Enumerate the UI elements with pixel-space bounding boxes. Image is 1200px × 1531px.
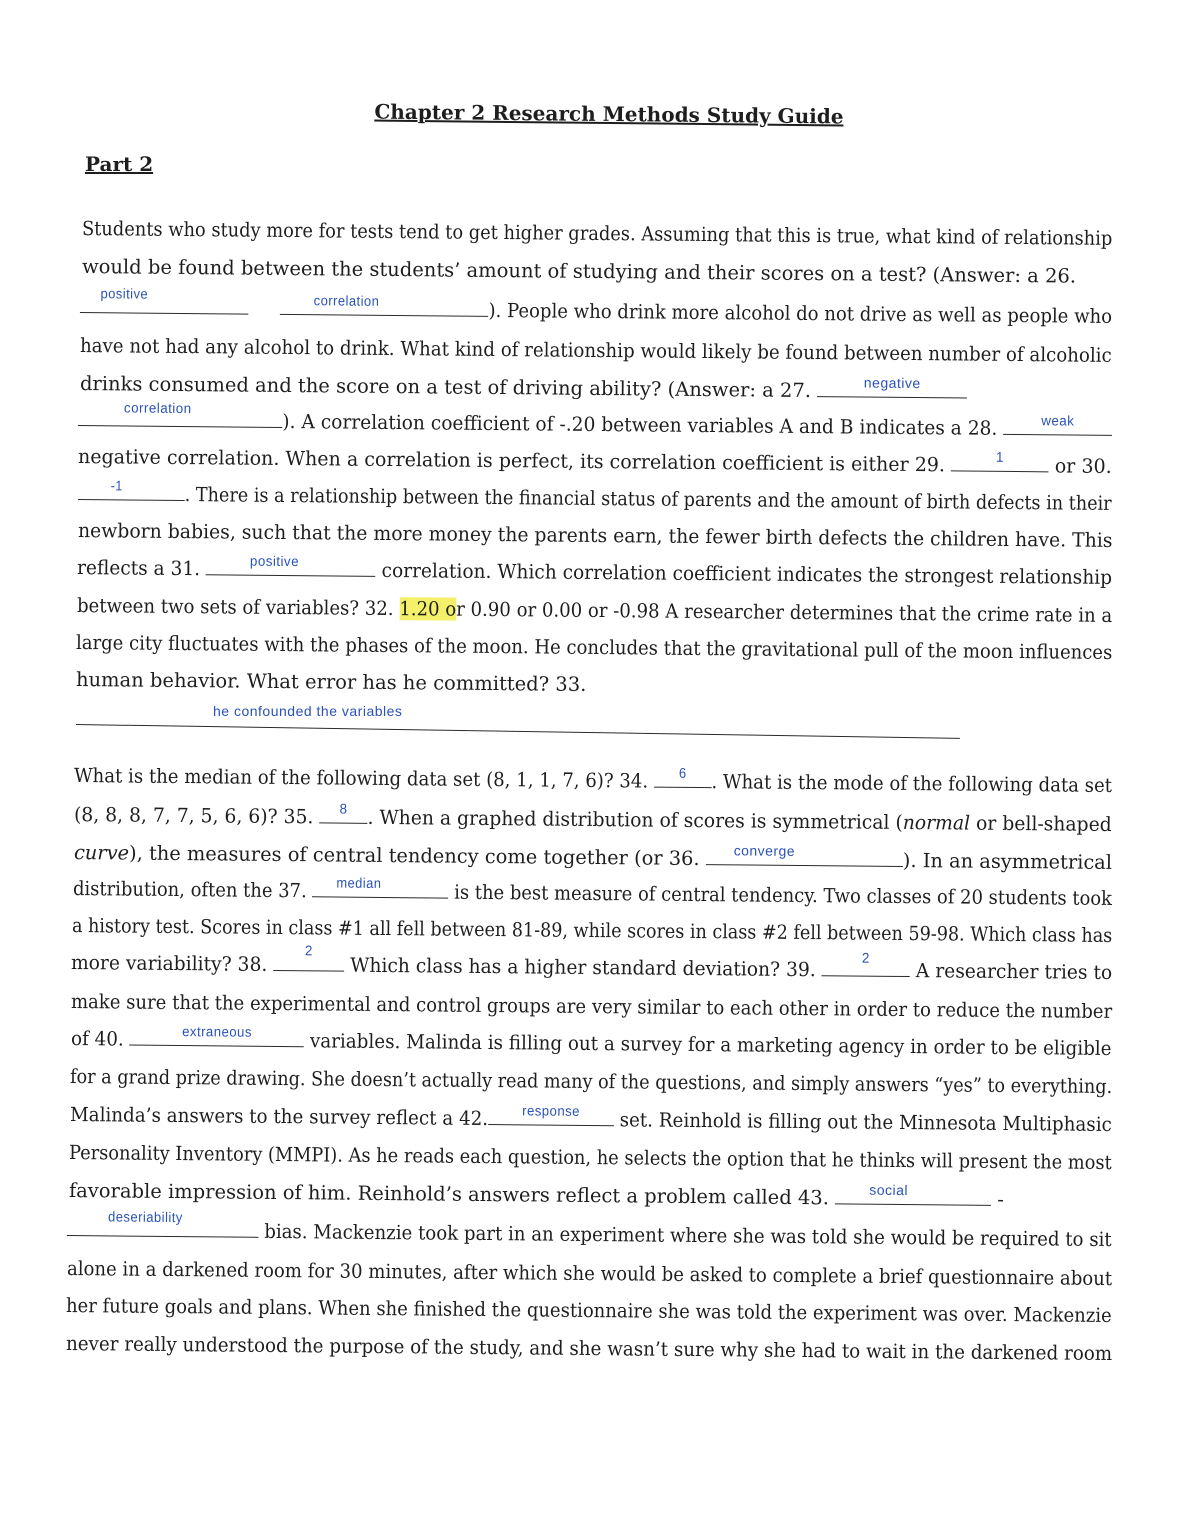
question-text: or 30. [1054, 454, 1112, 478]
question-text: set. Reinhold is filling out the Minnesota Multiphasic [619, 1108, 1112, 1137]
answer-blank-43b[interactable] [67, 1208, 259, 1238]
handwritten-answer: 2 [304, 942, 313, 959]
answer-blank-35[interactable] [319, 800, 367, 823]
question-text: Students who study more for tests tend to get higher grades. Assuming that this is true, what kind of relationship [81, 217, 1113, 250]
text-line [70, 1064, 1112, 1100]
text-line [72, 913, 1113, 949]
question-text: A researcher tries to [915, 959, 1113, 984]
question-text: . When a graphed distribution of scores is symmetrical ( [367, 805, 903, 834]
answer-blank-40[interactable] [129, 1023, 304, 1048]
text-line [70, 1102, 1112, 1138]
question-text-italic: normal [902, 810, 971, 835]
question-text: more variability? 38. [70, 951, 268, 976]
handwritten-answer: positive [100, 285, 149, 302]
question-text: or bell-shaped [969, 811, 1112, 836]
handwritten-answer: deseriability [107, 1208, 183, 1226]
answer-blank-39[interactable] [822, 949, 910, 977]
handwritten-answer: -1 [110, 477, 123, 494]
answer-blank-26b[interactable] [280, 292, 488, 317]
question-text: would be found between the students’ amount of studying and their scores on a test? (Answer: a 26. [81, 255, 1077, 288]
question-text: a history test. Scores in class #1 all fell between 81-89, while scores in class #2 fell between 59-98. Which class has [71, 914, 1113, 947]
handwritten-answer: extraneous [182, 1023, 253, 1040]
question-text: for a grand prize drawing. She doesn’t actually read many of the questions, and simply answers “yes” to everything. [69, 1065, 1113, 1099]
question-text: bias. Mackenzie took part in an experiment where she was told she would be required to sit [264, 1219, 1112, 1252]
answer-blank-36[interactable] [706, 842, 903, 867]
handwritten-answer: negative [863, 374, 921, 392]
text-line [73, 876, 1112, 912]
text-line [74, 763, 1112, 799]
text-line [82, 216, 1113, 252]
text-line [70, 942, 1113, 986]
text-line [66, 1331, 1112, 1367]
highlighted-answer-32: 1.20 o [399, 597, 457, 621]
handwritten-answer: 1 [995, 448, 1005, 465]
text-line [78, 518, 1113, 554]
question-text: (8, 8, 8, 7, 7, 5, 6, 6)? 35. [73, 803, 314, 829]
part-heading: Part 2 [85, 152, 154, 176]
answer-blank-29[interactable] [951, 448, 1049, 472]
question-text: . What is the mode of the following data set [711, 770, 1113, 797]
text-line [74, 802, 1112, 838]
question-text: What is the median of the following data set (8, 1, 1, 7, 6)? 34. [73, 764, 649, 793]
text-line [69, 1140, 1112, 1176]
text-line [78, 399, 1112, 443]
question-text: Personality Inventory (MMPI). As he reads each question, he selects the option that he thinks will present the most [68, 1141, 1112, 1175]
question-text: make sure that the experimental and control groups are very similar to each other in order to reduce the number [70, 990, 1113, 1023]
answer-blank-26a[interactable] [80, 285, 249, 315]
text-line [78, 477, 1112, 517]
question-text: have not had any alcohol to drink. What kind of relationship would likely be found between number of alcoholic [79, 334, 1112, 367]
handwritten-answer: social [869, 1181, 909, 1199]
text-line [74, 840, 1112, 876]
text-line [66, 1293, 1112, 1329]
text-line [76, 630, 1113, 666]
question-text: ). People who drink more alcohol do not drive as well as people who [488, 298, 1113, 328]
question-text: reflects a 31. [76, 556, 201, 581]
question-text: alone in a darkened room for 30 minutes, after which she would be asked to complete a brief questionnaire about [66, 1257, 1113, 1291]
question-text: newborn babies, such that the more money the parents earn, the fewer birth defects the children have. This [77, 519, 1113, 552]
answer-blank-43a[interactable] [835, 1181, 991, 1205]
question-text: ). In an asymmetrical [902, 848, 1113, 874]
handwritten-answer: correlation [123, 399, 192, 417]
text-line [80, 333, 1112, 369]
question-text: ). A correlation coefficient of -.20 between variables A and B indicates a 28. [282, 409, 998, 440]
handwritten-answer: median [336, 874, 382, 891]
handwritten-answer: weak [1041, 412, 1075, 429]
question-text: is the best measure of central tendency. Two classes of 20 students took [454, 880, 1113, 910]
answer-blank-37[interactable] [312, 874, 448, 898]
page-title: Chapter 2 Research Methods Study Guide [374, 99, 844, 129]
question-text: distribution, often the 37. [72, 877, 307, 903]
question-text: of 40. [70, 1027, 124, 1051]
text-line [80, 285, 1113, 330]
question-text: - [997, 1187, 1005, 1211]
question-text: favorable impression of him. Reinhold’s answers reflect a problem called 43. [68, 1179, 830, 1210]
question-text: . There is a relationship between the financial status of parents and the amount of birth defects in their [184, 483, 1112, 515]
question-text: negative correlation. When a correlation is perfect, its correlation coefficient is either 29. [77, 445, 946, 477]
handwritten-answer: positive [249, 552, 300, 570]
question-text-italic: curve [73, 841, 130, 865]
question-text: r 0.90 or 0.00 or -0.98 A researcher determines that the crime rate in a [456, 597, 1113, 627]
answer-blank-34[interactable] [654, 764, 712, 789]
question-text: ), the measures of central tendency come together (or 36. [128, 841, 700, 871]
text-line [67, 1256, 1112, 1292]
question-text: human behavior. What error has he committed? 33. [75, 668, 587, 696]
question-text: her future goals and plans. When she finished the questionnaire she was told the experiment was over. Mackenzie [65, 1294, 1112, 1328]
answer-blank-31[interactable] [206, 552, 376, 577]
handwritten-answer: response [522, 1102, 581, 1119]
text-line [76, 552, 1113, 591]
answer-blank-33[interactable] [76, 724, 960, 739]
answer-blank-27a[interactable] [817, 374, 967, 398]
handwritten-answer: correlation [313, 292, 380, 309]
handwritten-answer: converge [733, 842, 796, 859]
question-text: large city fluctuates with the phases of the moon. He concludes that the gravitational pull of the moon influences [75, 631, 1113, 664]
answer-blank-30[interactable] [78, 477, 185, 501]
text-line [70, 1023, 1112, 1062]
answer-blank-27b[interactable] [78, 399, 283, 428]
answer-blank-28[interactable] [1003, 412, 1112, 436]
question-text: Malinda’s answers to the survey reflect a 42. [69, 1103, 489, 1131]
question-text: Which class has a higher standard deviation? 39. [350, 953, 816, 982]
text-line [67, 1208, 1112, 1253]
question-text: drinks consumed and the score on a test of driving ability? (Answer: a 27. [79, 372, 812, 403]
handwritten-answer: 2 [861, 949, 870, 966]
question-text: between two sets of variables? 32. [76, 594, 394, 621]
question-text: variables. Malinda is filling out a survey for a marketing agency in order to be eligible [309, 1029, 1112, 1060]
question-text: never really understood the purpose of the study, and she wasn’t sure why she had to wait in the darkened room [65, 1332, 1113, 1366]
handwritten-answer: 6 [678, 764, 687, 781]
handwritten-answer-33: he confounded the variables [213, 703, 403, 719]
answer-blank-42[interactable] [488, 1102, 614, 1126]
text-line [76, 667, 587, 698]
text-line [78, 444, 1112, 480]
handwritten-answer: 8 [339, 800, 348, 817]
answer-blank-38[interactable] [273, 942, 344, 972]
text-line [77, 593, 1113, 629]
question-text: correlation. Which correlation coefficient indicates the strongest relationship [381, 558, 1113, 589]
